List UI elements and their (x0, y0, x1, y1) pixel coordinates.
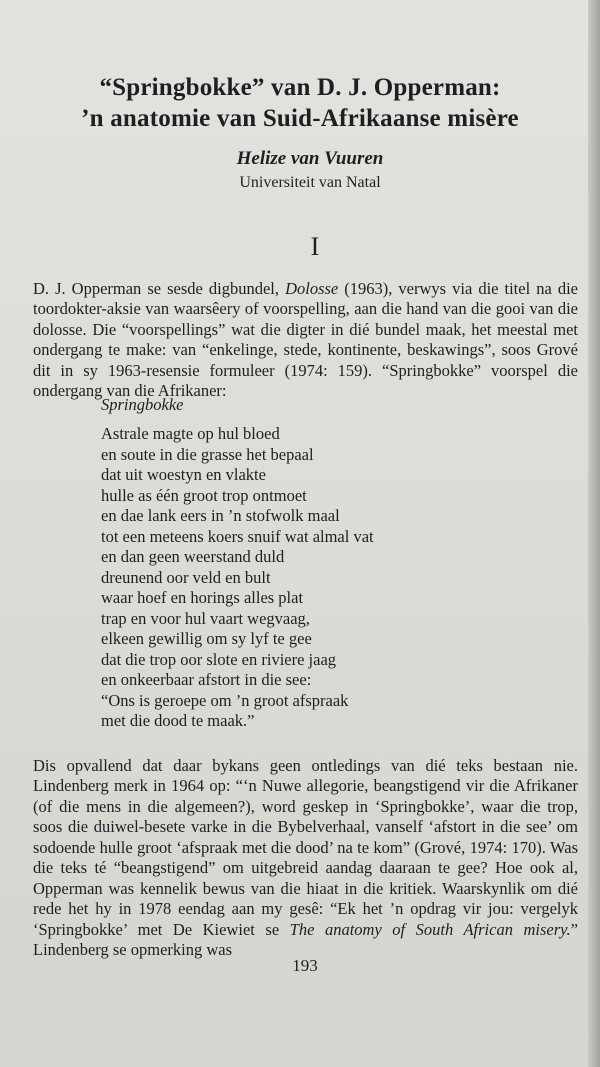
author-name: Helize van Vuuren (236, 148, 384, 169)
paragraph-1-text-a: D. J. Opperman se sesde digbundel, (33, 278, 286, 298)
poem-line: en soute in die grasse het bepaal (101, 444, 314, 464)
poem-lines (101, 424, 374, 732)
poem-line: dreunend oor veld en bult (101, 567, 271, 587)
paragraph-2-text-b: ” Lindenberg se opmerking was (33, 919, 578, 959)
article-title-line-1: “Springbokke” van D. J. Opperman: (99, 74, 501, 101)
poem-line: en onkeerbaar afstort in die see: (101, 670, 312, 689)
page-edge-shadow (588, 0, 600, 1067)
page-number: 193 (292, 956, 318, 975)
poem-line: Astrale magte op hul bloed (101, 424, 280, 443)
article-title-line-2: ’n anatomie van Suid-Afrikaanse misère (81, 105, 519, 132)
poem-line: trap en voor hul vaart wegvaag, (101, 608, 310, 628)
poem-line: waar hoef en horings alles plat (101, 588, 304, 607)
poem-line: dat die trop oor slote en riviere jaag (101, 649, 337, 669)
poem-line: tot een meteens koers snuif wat almal vat (101, 526, 374, 546)
book-title-anatomy: The anatomy of South African misery. (289, 919, 571, 939)
poem-line: elkeen gewillig om sy lyf te gee (101, 629, 312, 648)
poem-line: en dan geen weerstand duld (101, 547, 285, 566)
paragraph-2-text-a: Dis opvallend dat daar bykans geen ontledings van dié teks bestaan nie. Lindenberg merk in 1964 op: “‘n Nuwe allegorie, beangstigend vir die Afrikaner (of die mens in die algemeen?), word geskep in ‘Springbokke’, waar die trop, soos die duiwel-besete varke in die Bybelverhaal, vanself ‘afstort in die see’ om sodoende hulle groot ‘afspraak met die dood’ na te kom” (Grové, 1974: 170). Was die teks té “beangstigend” om uitgebreid aandag daaraan te gee? Hoe ook al, Opperman was kennelik bewus van die hiaat in die kritiek. Waarskynlik om dié rede het hy in 1978 eendag aan my gesê: “Ek het ’n opdrag vir jou: vergelyk ‘Springbokke’ met De Kiewiet se (33, 755, 578, 939)
poem-title: Springbokke (101, 395, 184, 414)
paragraph-1-text-b: (1963), verwys via die titel na die toordokter-aksie van waarsêery of voorspelling, aan die hand van die gooi van die dolosse. Die “voorspellings” wat die digter in dié bundel maak, het meestal met ondergang te make: van “enkelinge, stede, kontinente, beskawings”, soos Grové dit in sy 1963-resensie formuleer (1974: 159). “Springbokke” voorspel die ondergang van die Afrikaner: (33, 278, 578, 400)
poem-line: “Ons is geroepe om ’n groot afspraak (101, 690, 349, 710)
book-title-dolosse: Dolosse (285, 278, 339, 298)
section-number: I (310, 232, 320, 261)
poem-line: en dae lank eers in ’n stofwolk maal (101, 506, 340, 525)
poem-line: met die dood te maak.” (101, 711, 255, 730)
paragraph-1 (33, 279, 578, 402)
poem-line: hulle as één groot trop ontmoet (101, 485, 307, 505)
poem-line: dat uit woestyn en vlakte (101, 465, 266, 484)
paragraph-2 (33, 756, 578, 961)
author-affiliation: Universiteit van Natal (239, 174, 381, 191)
